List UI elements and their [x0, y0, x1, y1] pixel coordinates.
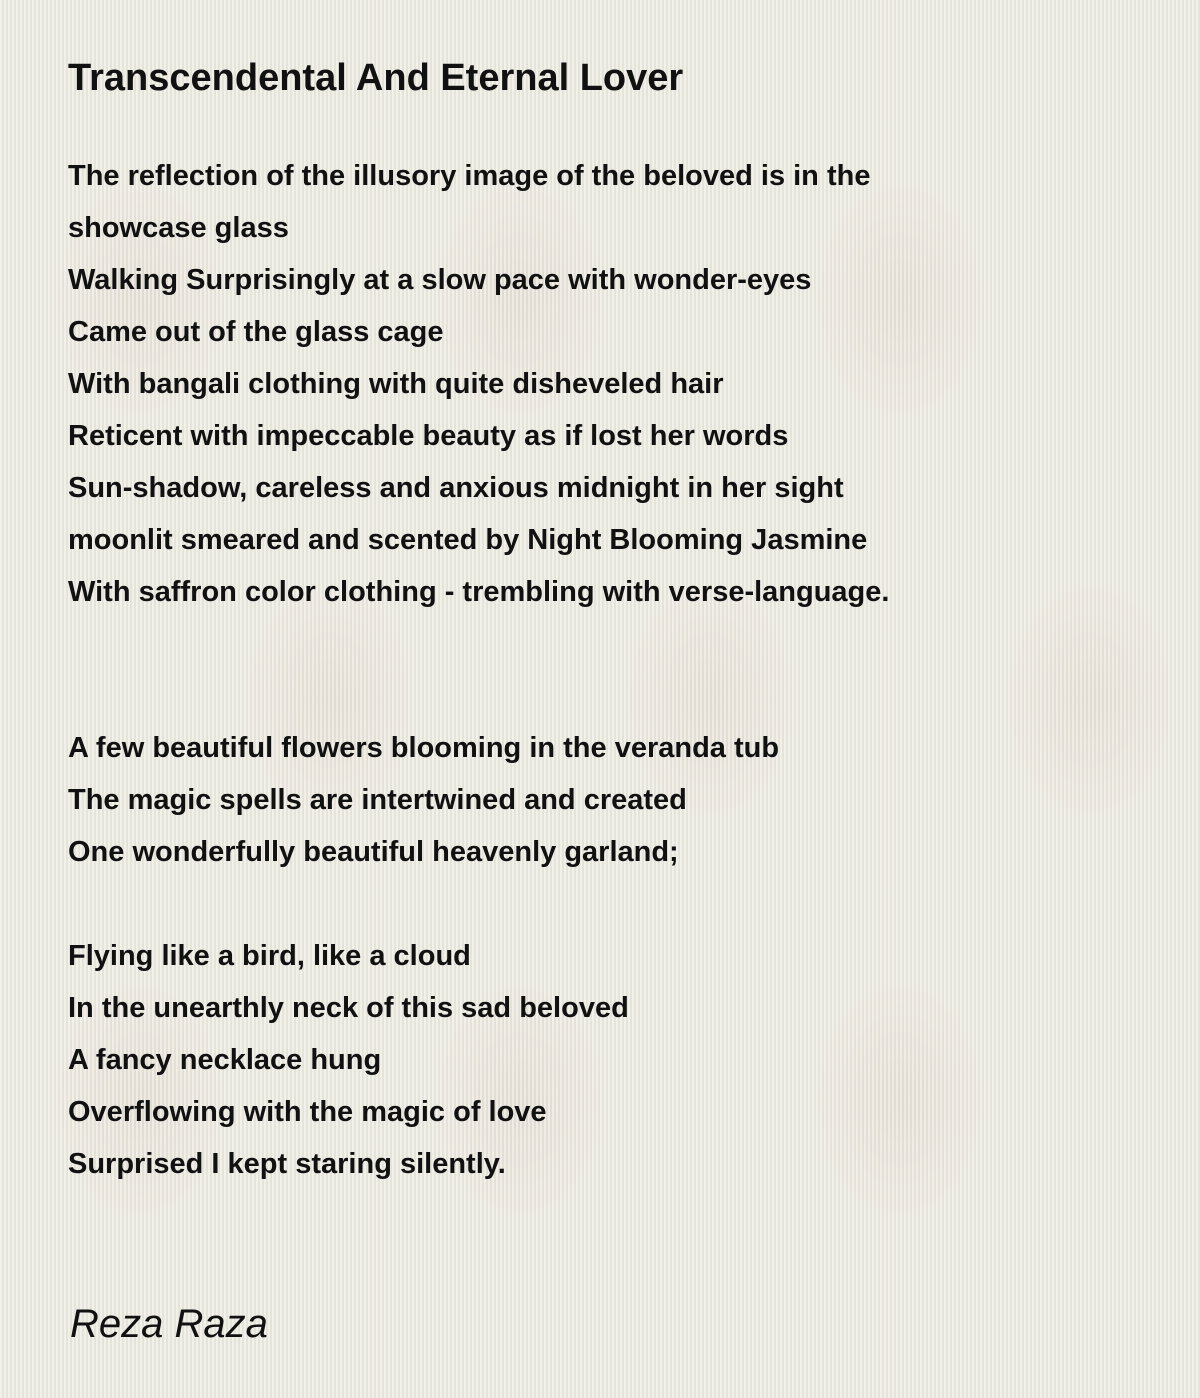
poem-line: moonlit smeared and scented by Night Blooming Jasmine	[68, 524, 868, 556]
poem-line: One wonderfully beautiful heavenly garland;	[68, 836, 679, 868]
poem-line: Overflowing with the magic of love	[68, 1096, 547, 1128]
poem-line: Reticent with impeccable beauty as if lost her words	[68, 420, 789, 452]
poem-line: With saffron color clothing - trembling with verse-language.	[68, 576, 890, 608]
poem-body	[68, 150, 1128, 1190]
poem-line: Sun-shadow, careless and anxious midnight in her sight	[68, 472, 844, 504]
poem-blank-line	[68, 618, 1128, 670]
poem-line: Came out of the glass cage	[68, 316, 444, 348]
poem-line: A fancy necklace hung	[68, 1044, 382, 1076]
poem-line: Surprised I kept staring silently.	[68, 1148, 506, 1180]
poem-line: In the unearthly neck of this sad beloved	[68, 992, 629, 1024]
poem-line: With bangali clothing with quite disheveled hair	[68, 368, 724, 400]
poem-line: A few beautiful flowers blooming in the veranda tub	[68, 732, 780, 764]
poem-blank-line	[68, 670, 1128, 722]
poem-blank-line	[68, 878, 1128, 930]
poem-line: Flying like a bird, like a cloud	[68, 940, 471, 972]
poem-author: Reza Raza	[70, 1302, 268, 1346]
poem-line: The reflection of the illusory image of the beloved is in the	[68, 160, 871, 192]
poem-line: The magic spells are intertwined and created	[68, 784, 687, 816]
poem-line: showcase glass	[68, 212, 289, 244]
poem-title: Transcendental And Eternal Lover	[68, 57, 684, 99]
poem-line: Walking Surprisingly at a slow pace with wonder-eyes	[68, 264, 812, 296]
